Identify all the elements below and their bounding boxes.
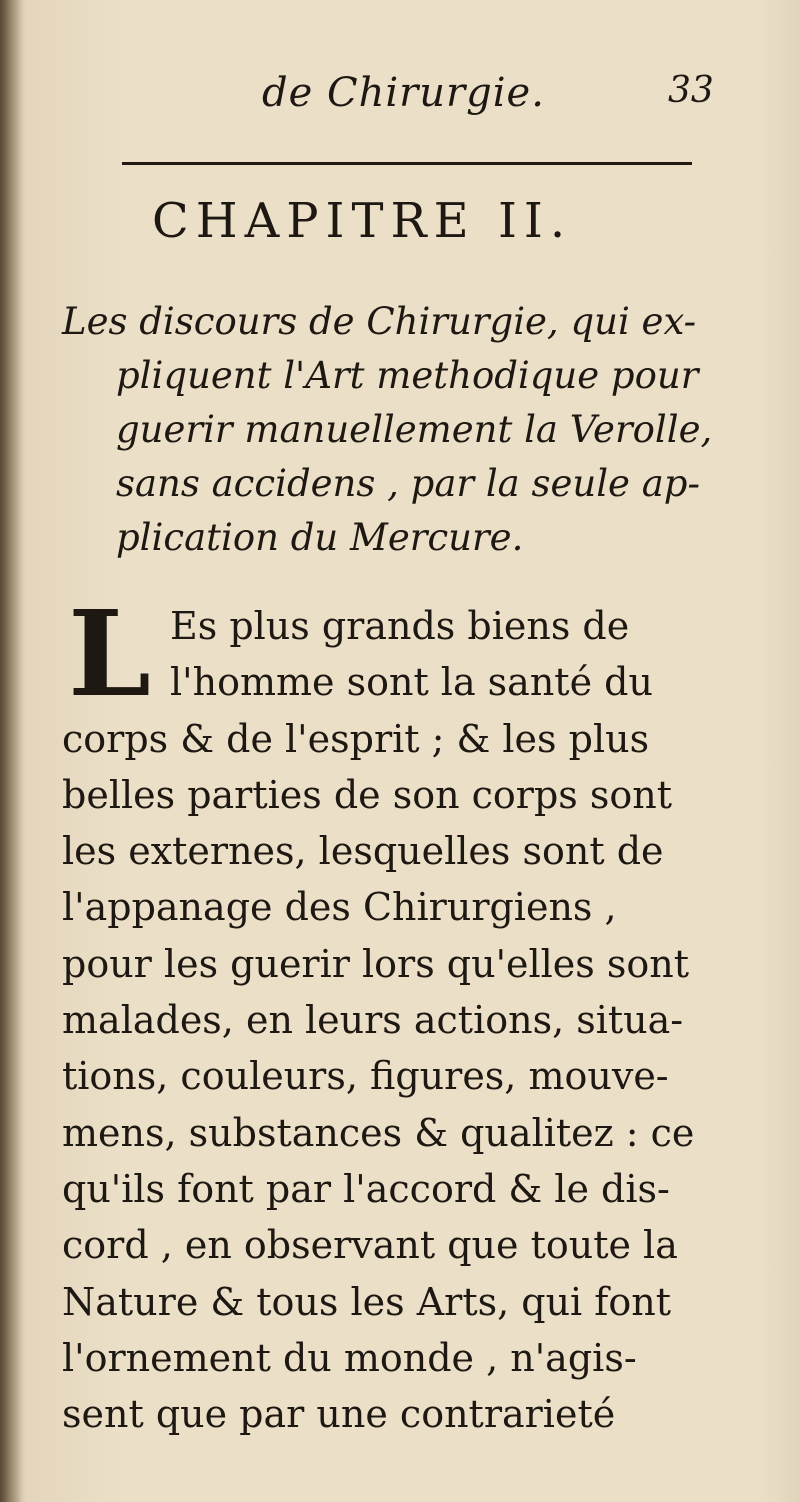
body-line: Nature & tous les Arts, qui font	[62, 1279, 671, 1324]
body-line: mens, substances & qualitez : ce	[62, 1110, 695, 1155]
body-line: les externes, lesquelles sont de	[62, 829, 664, 874]
body-line: Es plus grands biens de	[170, 604, 630, 648]
body-line: corps & de l'esprit ; & les plus	[62, 716, 650, 761]
chapter-heading: CHAPITRE II.	[152, 193, 573, 249]
body-line: l'appanage des Chirurgiens ,	[62, 885, 617, 930]
body-line: belles parties de son corps sont	[62, 772, 673, 817]
running-head	[0, 70, 800, 120]
body-line: cord , en observant que toute la	[62, 1223, 678, 1268]
summary-line: sans accidens , par la seule ap-	[116, 462, 700, 505]
summary-line: guerir manuellement la Verolle,	[116, 408, 713, 451]
body-line: tions, couleurs, figures, mouve-	[62, 1054, 669, 1099]
body-line: pour les guerir lors qu'elles sont	[62, 941, 689, 986]
drop-cap: L	[68, 584, 151, 723]
spine-shadow	[0, 0, 22, 1502]
chapter-summary	[62, 295, 722, 565]
summary-line: plication du Mercure.	[116, 516, 524, 559]
header-rule	[122, 162, 692, 165]
page-number: 33	[668, 70, 714, 111]
summary-line: pliquent l'Art methodique pour	[116, 354, 699, 397]
body-text	[62, 584, 712, 1442]
summary-line: Les discours de Chirurgie, qui ex-	[62, 300, 697, 343]
body-line: l'ornement du monde , n'agis-	[62, 1335, 637, 1380]
body-line: qu'ils font par l'accord & le dis-	[62, 1166, 670, 1211]
body-line: l'homme sont la santé du	[170, 660, 653, 705]
running-head-title: de Chirurgie.	[262, 70, 545, 116]
body-line: malades, en leurs actions, situa-	[62, 998, 684, 1043]
body-line: sent que par une contrarieté	[62, 1392, 616, 1437]
